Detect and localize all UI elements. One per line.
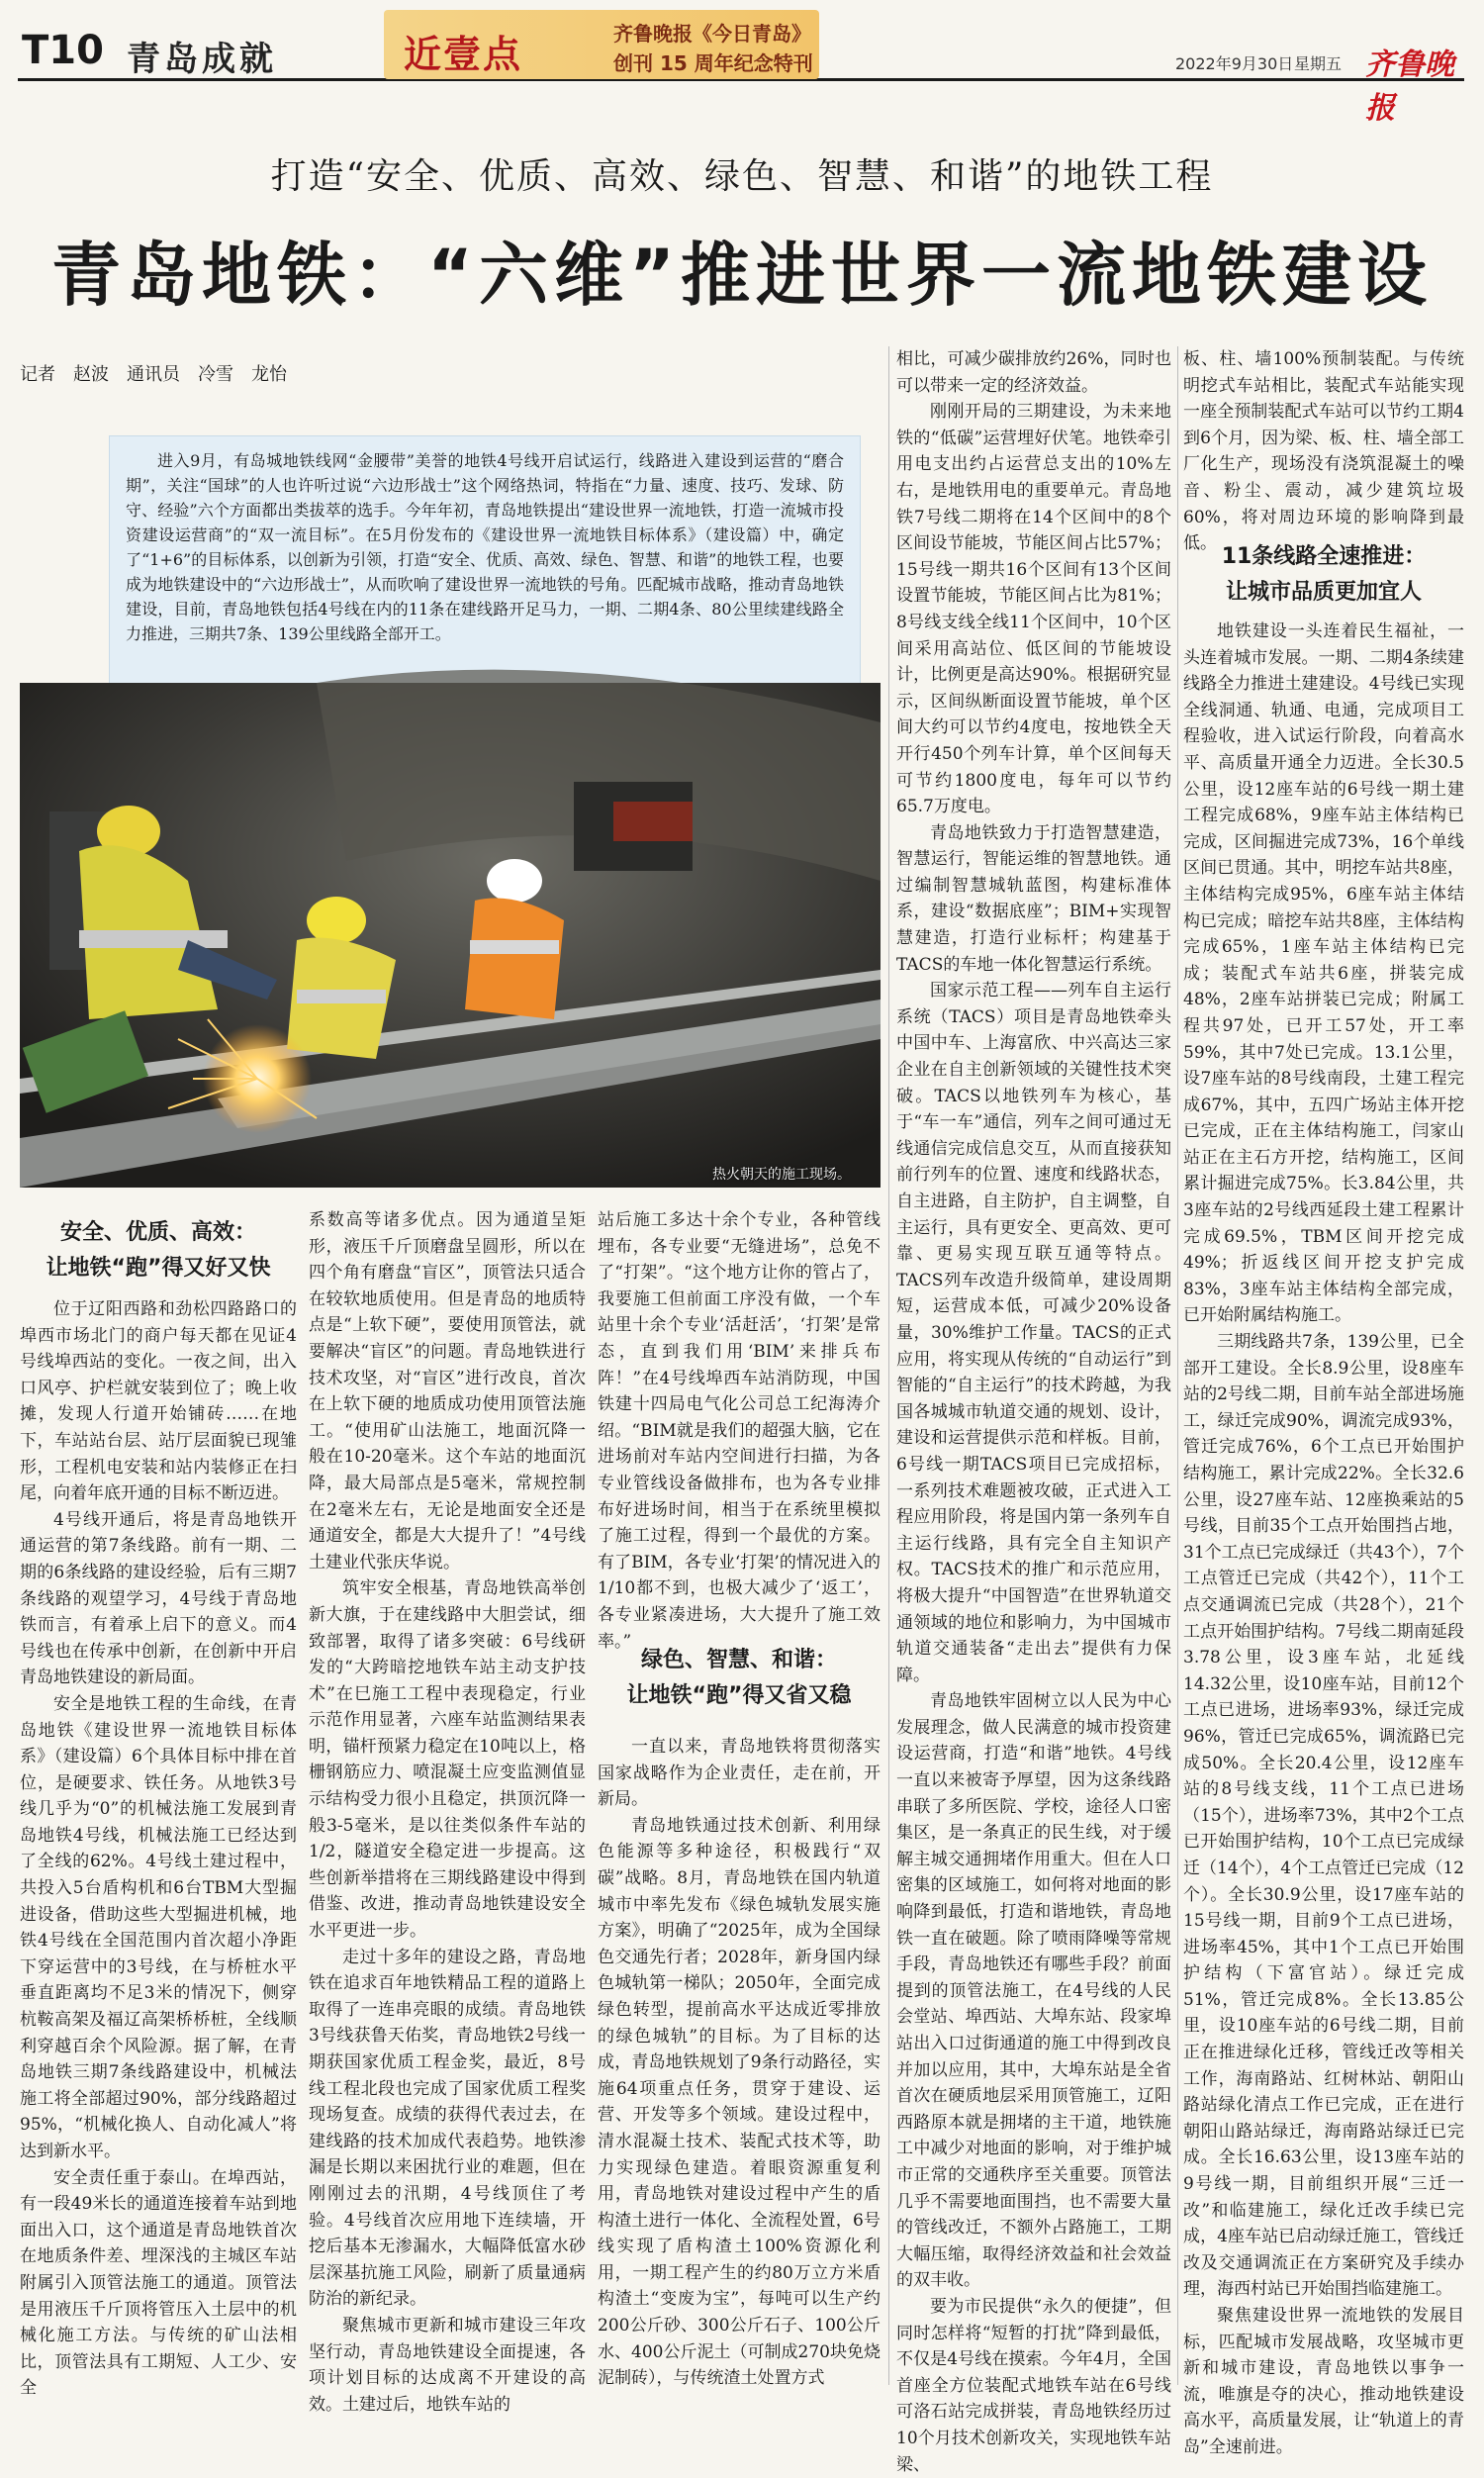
issue-weekday: 星期五 xyxy=(1294,54,1343,73)
paragraph: 4号线开通后，将是青岛地铁开通运营的第7条线路。前有一期、二期的6条线路的建设经验，后有三期7条线路的观望学习，4号线于青岛地铁而言，有着承上启下的意义。而4号线也在传承中创新，在创新中开启青岛地铁建设的新局面。 xyxy=(20,1509,297,1688)
issue-date: 2022年9月30日 xyxy=(1175,54,1294,73)
section-heading-3 xyxy=(1183,539,1464,611)
masthead-logo: 齐鲁晚报 xyxy=(1365,48,1454,126)
text-column-3-bottom xyxy=(598,1734,881,2389)
lead-paragraph: 进入9月，有岛城地铁线网“金腰带”美誉的地铁4号线开启试运行，线路进入建设到运营的“磨合期”，关注“国球”的人也许听过说“六边形战士”这个网络热词，特指在“力量、速度、技巧、发球、防守、经验”六个方面都出类拔萃的选手。今年年初，青岛地铁提出“建设世界一流地铁，打造一流城市投资建设运营商”的“双一流目标”。在5月份发布的《建设世界一流地铁目标体系》（建设篇）中，确定了“1+6”的目标体系，以创新为引领，打造“安全、优质、高效、绿色、智慧、和谐”的地铁工程，也要成为地铁建设中的“六边形战士”，从而吹响了建设世界一流地铁的号角。匹配城市战略，推动青岛地铁建设，目前，青岛地铁包括4号线在内的11条在建线路开足马力，一期、二期4条、80公里续建线路全力推进，三期共7条、139公里线路全部开工。 xyxy=(126,451,844,643)
paragraph: 位于辽阳西路和劲松四路路口的埠西市场北门的商户每天都在见证4号线埠西站的变化。一夜之间，出入口风亭、护栏就安装到位了；晚上收摊，发现人行道开始铺砖……在地下，车站站台层、站厅层面貌已现雏形，工程机电安装和站内装修正在扫尾，向着年底开通的目标不断迈进。 xyxy=(20,1299,297,1504)
article-title: 青岛地铁：“六维”推进世界一流地铁建设 xyxy=(50,235,1433,316)
column-divider xyxy=(888,346,889,2385)
text-column-5-top xyxy=(1183,346,1464,554)
paragraph: 聚焦城市更新和城市建设三年攻坚行动，青岛地铁建设全面提速，各项计划目标的达成离不开建设的高效。土建过后，地铁车站的 xyxy=(309,2315,586,2415)
section-heading-3-line-1: 11条线路全速推进： xyxy=(1221,544,1427,569)
construction-scene-image xyxy=(20,683,881,1188)
construction-photo xyxy=(20,683,881,1188)
section-heading-1-line-1: 安全、优质、高效： xyxy=(59,1220,256,1245)
paragraph: 青岛地铁通过技术创新、利用绿色能源等多种途径，积极践行“双碳”战略。8月，青岛地铁在国内轨道城市中率先发布《绿色城轨发展实施方案》，明确了“2025年，成为全国绿色交通先行者；2028年，新身国内绿色城轨第一梯队；2050年，全面完成绿色转型，提前高水平达成近零排放的绿色城轨”的目标。为了目标的达成，青岛地铁规划了9条行动路径，实施64项重点任务，贯穿于建设、运营、开发等多个领域。建设过程中，清水混凝土技术、装配式技术等，助力实现绿色建造。着眼资源重复利用，青岛地铁对建设过程中产生的盾构渣土进行一体化、全流程处置，6号线实现了盾构渣土100%资源化利用，一期工程产生的约80万立方米盾构渣土“变废为宝”，每吨可以生产约200公斤砂、300公斤石子、100公斤水、400公斤泥土（可制成270块免烧泥制砖），与传统渣土处置方式 xyxy=(598,1815,881,2389)
paragraph: 安全责任重于泰山。在埠西站，有一段49米长的通道连接着车站到地面出入口，这个通道是青岛地铁首次在地质条件差、埋深浅的主城区车站附属引入顶管法施工的通道。顶管法是用液压千斤顶将管压入土层中的机械化施工方法。与传统的矿山法相比，顶管法具有工期短、人工少、安全 xyxy=(20,2167,297,2399)
paragraph: 刚刚开局的三期建设，为未来地铁的“低碳”运营埋好伏笔。地铁牵引用电支出约占运营总支出的10%左右，是地铁用电的重要单元。青岛地铁7号线二期将在14个区间中的8个区间设节能坡，节能区间占比57%；15号线一期共16个区间有13个区间设置节能坡，节能区间占比为81%；8号线支线全线11个区间中，10个区间采用高站位、低区间的节能坡设计，比例更是高达90%。根据研究显示，区间纵断面设置节能坡，单个区间大约可以节约4度电，按地铁全天开行450个列车计算，单个区间每天可节约1800度电，每年可以节约65.7万度电。 xyxy=(896,402,1171,817)
paragraph: 青岛地铁牢固树立以人民为中心发展理念，做人民满意的城市投资建设运营商，打造“和谐”地铁。4号线一直以来被寄予厚望，因为这条线路串联了多所医院、学校，途径人口密集区，是一条真正的民生线，对于缓解主城交通拥堵作用重大。但在人口密集的区域施工，如何将对地面的影响降到最低，打造和谐地铁，青岛地铁一直在破题。除了喷雨降噪等常规手段，青岛地铁还有哪些手段？前面提到的顶管法施工，在4号线的人民会堂站、埠西站、大埠东站、段家埠站出入口过街通道的施工中得到改良并加以应用，其中，大埠东站是全省首次在硬质地层采用顶管施工，辽阳西路原本就是拥堵的主干道，地铁施工中减少对地面的影响，对于维护城市正常的交通秩序至关重要。顶管法几乎不需要地面围挡，也不需要大量的管线改迁，不额外占路施工，工期大幅压缩，取得经济效益和社会效益的双丰收。 xyxy=(896,1691,1171,2291)
page-header xyxy=(18,10,1464,126)
section-heading-2 xyxy=(598,1643,881,1714)
text-column-3-top xyxy=(598,1207,881,1652)
column-divider xyxy=(1177,346,1178,2385)
paragraph: 筑牢安全根基，青岛地铁高举创新大旗，于在建线路中大胆尝试，细致部署，取得了诸多突破：6号线研发的“大跨暗挖地铁车站主动支护技术”在巳施工工程中表现稳定，行业示范作用显著，六座车站监测结果表明，锚杆预紧力稳定在10吨以上，格栅钢筋应力、喷混凝土应变监测值显示结构受力很小且稳定，拱顶沉降一般3-5毫米，是以往类似条件车站的1/2，隧道安全稳定进一步提高。这些创新举措将在三期线路建设中得到借鉴、改进，推动青岛地铁建设安全水平更进一步。 xyxy=(309,1578,586,1942)
lead-paragraph-box xyxy=(109,435,861,691)
paragraph: 一直以来，青岛地铁将贯彻落实国家战略作为企业责任，走在前，开新局。 xyxy=(598,1737,881,1810)
paragraph: 要为市民提供“永久的便捷”，但同时怎样将“短暂的打扰”降到最低，不仅是4号线在摸索。今年4月，全国首座全方位装配式地铁车站在6号线可洛石站完成拼装，青岛地铁经历过10个月技术创新攻关，实现地铁车站梁、 xyxy=(896,2296,1171,2475)
paragraph: 地铁建设一头连着民生福祉，一头连着城市发展。一期、二期4条续建线路全力推进土建建设。4号线已实现全线洞通、轨通、电通，完成项目工程验收，进入试运行阶段，向着高水平、高质量开通全力迈进。全长30.5公里，设12座车站的6号线一期土建工程完成68%，9座车站主体结构已完成，区间掘进完成73%，16个单线区间已贯通。其中，明挖车站共8座，主体结构完成95%，6座车站主体结构已完成；暗挖车站共8座，主体结构完成65%，1座车站主体结构已完成；装配式车站共6座，拼装完成48%，2座车站拼装已完成；附属工程共97处，已开工57处，开工率59%，其中7处已完成。13.1公里，设7座车站的8号线南段，土建工程完成67%，其中，五四广场站主体开挖已完成，正在主体结构施工，闫家山站正在主石方开挖，结构施工，区间累计掘进完成75%。长3.84公里，共3座车站的2号线西延段土建工程累计完成69.5%，TBM区间开挖完成49%；折返线区间开挖支护完成83%，3座车站主体结构全部完成，已开始附属结构施工。 xyxy=(1183,621,1464,1326)
anniversary-banner xyxy=(384,10,819,79)
text-column-1 xyxy=(20,1296,297,2399)
banner-line-1: 齐鲁晚报《今日青岛》 xyxy=(613,22,811,46)
page-number: T10 xyxy=(22,28,104,73)
section-heading-1-line-2: 让地铁“跑”得又好又快 xyxy=(46,1256,271,1281)
banner-line-2: 创刊 15 周年纪念特刊 xyxy=(613,51,813,75)
section-heading-3-line-2: 让城市品质更加宜人 xyxy=(1225,580,1422,605)
paragraph: 青岛地铁致力于打造智慧建造，智慧运行，智能运维的智慧地铁。通过编制智慧城轨蓝图，构建标准体系，建设“数据底座”；BIM+实现智慧建造，打造行业标杆；构建基于TACS的车地一体化智慧运行系统。 xyxy=(896,822,1171,975)
section-heading-1 xyxy=(20,1215,297,1287)
paragraph: 相比，可减少碳排放约26%，同时也可以带来一定的经济效益。 xyxy=(896,349,1171,396)
article-subtitle: 打造“安全、优质、高效、绿色、智慧、和谐”的地铁工程 xyxy=(270,156,1214,197)
banner-logo: 近壹点 xyxy=(404,33,523,76)
paragraph: 走过十多年的建设之路，青岛地铁在追求百年地铁精品工程的道路上取得了一连串亮眼的成绩。青岛地铁3号线获鲁天佑奖，青岛地铁2号线一期获国家优质工程金奖，最近，8号线工程北段也完成了国家优质工程奖现场复查。成绩的获得代表过去，在建线路的技术加成代表趋势。地铁渗漏是长期以来困扰行业的难题，但在刚刚过去的汛期，4号线顶住了考验。4号线首次应用地下连续墙，开挖后基本无渗漏水，大幅降低富水砂层深基抗施工风险，刷新了质量通病防治的新纪录。 xyxy=(309,1947,586,2310)
paragraph: 三期线路共7条，139公里，已全部开工建设。全长8.9公里，设8座车站的2号线二期，目前车站全部进场施工，绿迁完成90%，调流完成93%，管迁完成76%，6个工点已开始围护结构施工，累计完成22%。全长32.6公里，设27座车站、12座换乘站的5号线，目前35个工点开始围挡占地，31个工点已完成绿迁（共43个），7个工点管迁已完成（共42个），11个工点交通调流已完成（共28个），21个工点开始围护结构。7号线二期南延段3.78公里，设3座车站，北延线14.32公里，设10座车站，目前12个工点已进场，进场率93%，绿迁完成96%，管迁已完成65%，调流路已完成50%。全长20.4公里，设12座车站的8号线支线，11个工点已进场（15个），进场率73%，其中2个工点已开始围护结构，10个工点已完成绿迁（14个），4个工点管迁已完成（12个）。全长30.9公里，设17座车站的15号线一期，目前9个工点已进场，进场率45%，其中1个工点已开始围护结构（下富官站）。绿迁完成51%，管迁完成8%。全长13.85公里，设10座车站的6号线二期，目前正在推进绿化迁移，管线迁改等相关工作，海南路站、红树林站、朝阳山路站绿化清点工作已完成，正在进行朝阳山路站绿迁，海南路站绿迁已完成。全长16.63公里，设13座车站的9号线一期，目前组织开展“三迁一改”和临建施工，绿化迁改手续已完成，4座车站已启动绿迁施工，管线迁改及交通调流正在方案研究及手续办理，海西村站已开始围挡临建施工。 xyxy=(1183,1332,1464,2300)
photo-caption: 热火朝天的施工现场。 xyxy=(712,1167,851,1183)
section-name: 青岛成就 xyxy=(127,40,277,79)
text-column-2 xyxy=(309,1207,586,2415)
paragraph: 站后施工多达十余个专业，各种管线埋布，各专业要“无缝进场”，总免不了“打架”。“这个地方让你的管占了，我要施工但前面工序没有做，一个车站里十余个专业‘活赶活’，‘打架’是常态，直到我们用‘BIM’来排兵布阵！”在4号线埠西车站消防现，中国铁建十四局电气化公司总工纪海涛介绍。“BIM就是我们的超强大脑，它在进场前对车站内空间进行扫描，为各专业管线设备做排布，也为各专业排布好进场时间，相当于在系统里模拟了施工过程，得到一个最优的方案。有了BIM，各专业‘打架’的情况进入的1/10都不到，也极大减少了‘返工’，各专业紧凑进场，大大提升了施工效率。” xyxy=(598,1210,881,1652)
paragraph: 安全是地铁工程的生命线，在青岛地铁《建设世界一流地铁目标体系》（建设篇）6个具体目标中排在首位，是硬要求、铁任务。从地铁3号线几乎为“0”的机械法施工发展到青岛地铁4号线，机械法施工已经达到了全线的62%。4号线土建过程中，共投入5台盾构机和6台TBM大型掘进设备，借助这些大型掘进机械，地铁4号线在全国范围内首次超小净距下穿运营中的3号线，在与桥桩水平垂直距离均不足3米的情况下，侧穿杭鞍高架及福辽高架桥桥桩，全线顺利穿越百余个风险源。据了解，在青岛地铁三期7条线路建设中，机械法施工将全部超过90%，部分线路超过95%，“机械化换人、自动化减人”将达到新水平。 xyxy=(20,1693,297,2161)
paragraph: 聚焦建设世界一流地铁的发展目标，匹配城市发展战略，攻坚城市更新和城市建设，青岛地铁以事争一流，唯旗是夺的决心，推动地铁建设高水平，高质量发展，让“轨道上的青岛”全速前进。 xyxy=(1183,2306,1464,2457)
section-heading-2-line-2: 让地铁“跑”得又省又稳 xyxy=(626,1683,852,1708)
byline: 记者 赵波 通讯员 冷雪 龙怡 xyxy=(20,364,287,385)
paragraph: 国家示范工程——列车自主运行系统（TACS）项目是青岛地铁牵头中国中车、上海富欣、中兴高达三家企业在自主创新领域的关键性技术突破。TACS以地铁列车为核心，基于“车一车”通信，列车之间可通过无线通信完成信息交互，从而直接获知前行列车的位置、速度和线路状态，自主进路，自主防护，自主调整，自主运行，具有更安全、更高效、更可靠、更易实现互联互通等特点。TACS列车改造升级简单，建设周期短，运营成本低，可减少20%设备量，30%维护工作量。TACS的正式应用，将实现从传统的“自动运行”到智能的“自主运行”的技术跨越，为我国各城城市轨道交通的规划、设计，建设和运营提供示范和样板。目前，6号线一期TACS项目已完成招标，一系列技术难题被攻破，正式进入工程应用阶段，将是国内第一条列车自主运行线路，具有完全自主知识产权。TACS技术的推广和示范应用，将极大提升“中国智造”在世界轨道交通领域的地位和影响力，为中国城市轨道交通装备“走出去”提供有力保障。 xyxy=(896,981,1171,1685)
text-column-4 xyxy=(896,346,1171,2475)
section-heading-2-line-1: 绿色、智慧、和谐： xyxy=(640,1648,837,1672)
paragraph: 系数高等诸多优点。因为通道呈矩形，液压千斤顶磨盘呈圆形，所以在四个角有磨盘“盲区”，顶管法只适合在较软地质使用。但是青岛的地质特点是“上软下硬”，要使用顶管法，就要解决“盲区”的问题。青岛地铁进行技术攻坚，对“盲区”进行改良，首次在上软下硬的地质成功使用顶管法施工。“使用矿山法施工，地面沉降一般在10-20毫米。这个车站的地面沉降，最大局部点是5毫米，常规控制在2毫米左右，无论是地面安全还是通道安全，都是大大提升了！”4号线土建业代张庆华说。 xyxy=(309,1210,586,1573)
text-column-5 xyxy=(1183,619,1464,2457)
paragraph: 板、柱、墙100%预制装配。与传统明挖式车站相比，装配式车站能实现一座全预制装配式车站可以节约工期4到6个月，因为梁、板、柱、墙全部工厂化生产，现场没有浇筑混凝土的噪音、粉尘、震动，减少建筑垃圾60%，将对周边环境的影响降到最低。 xyxy=(1183,349,1464,554)
